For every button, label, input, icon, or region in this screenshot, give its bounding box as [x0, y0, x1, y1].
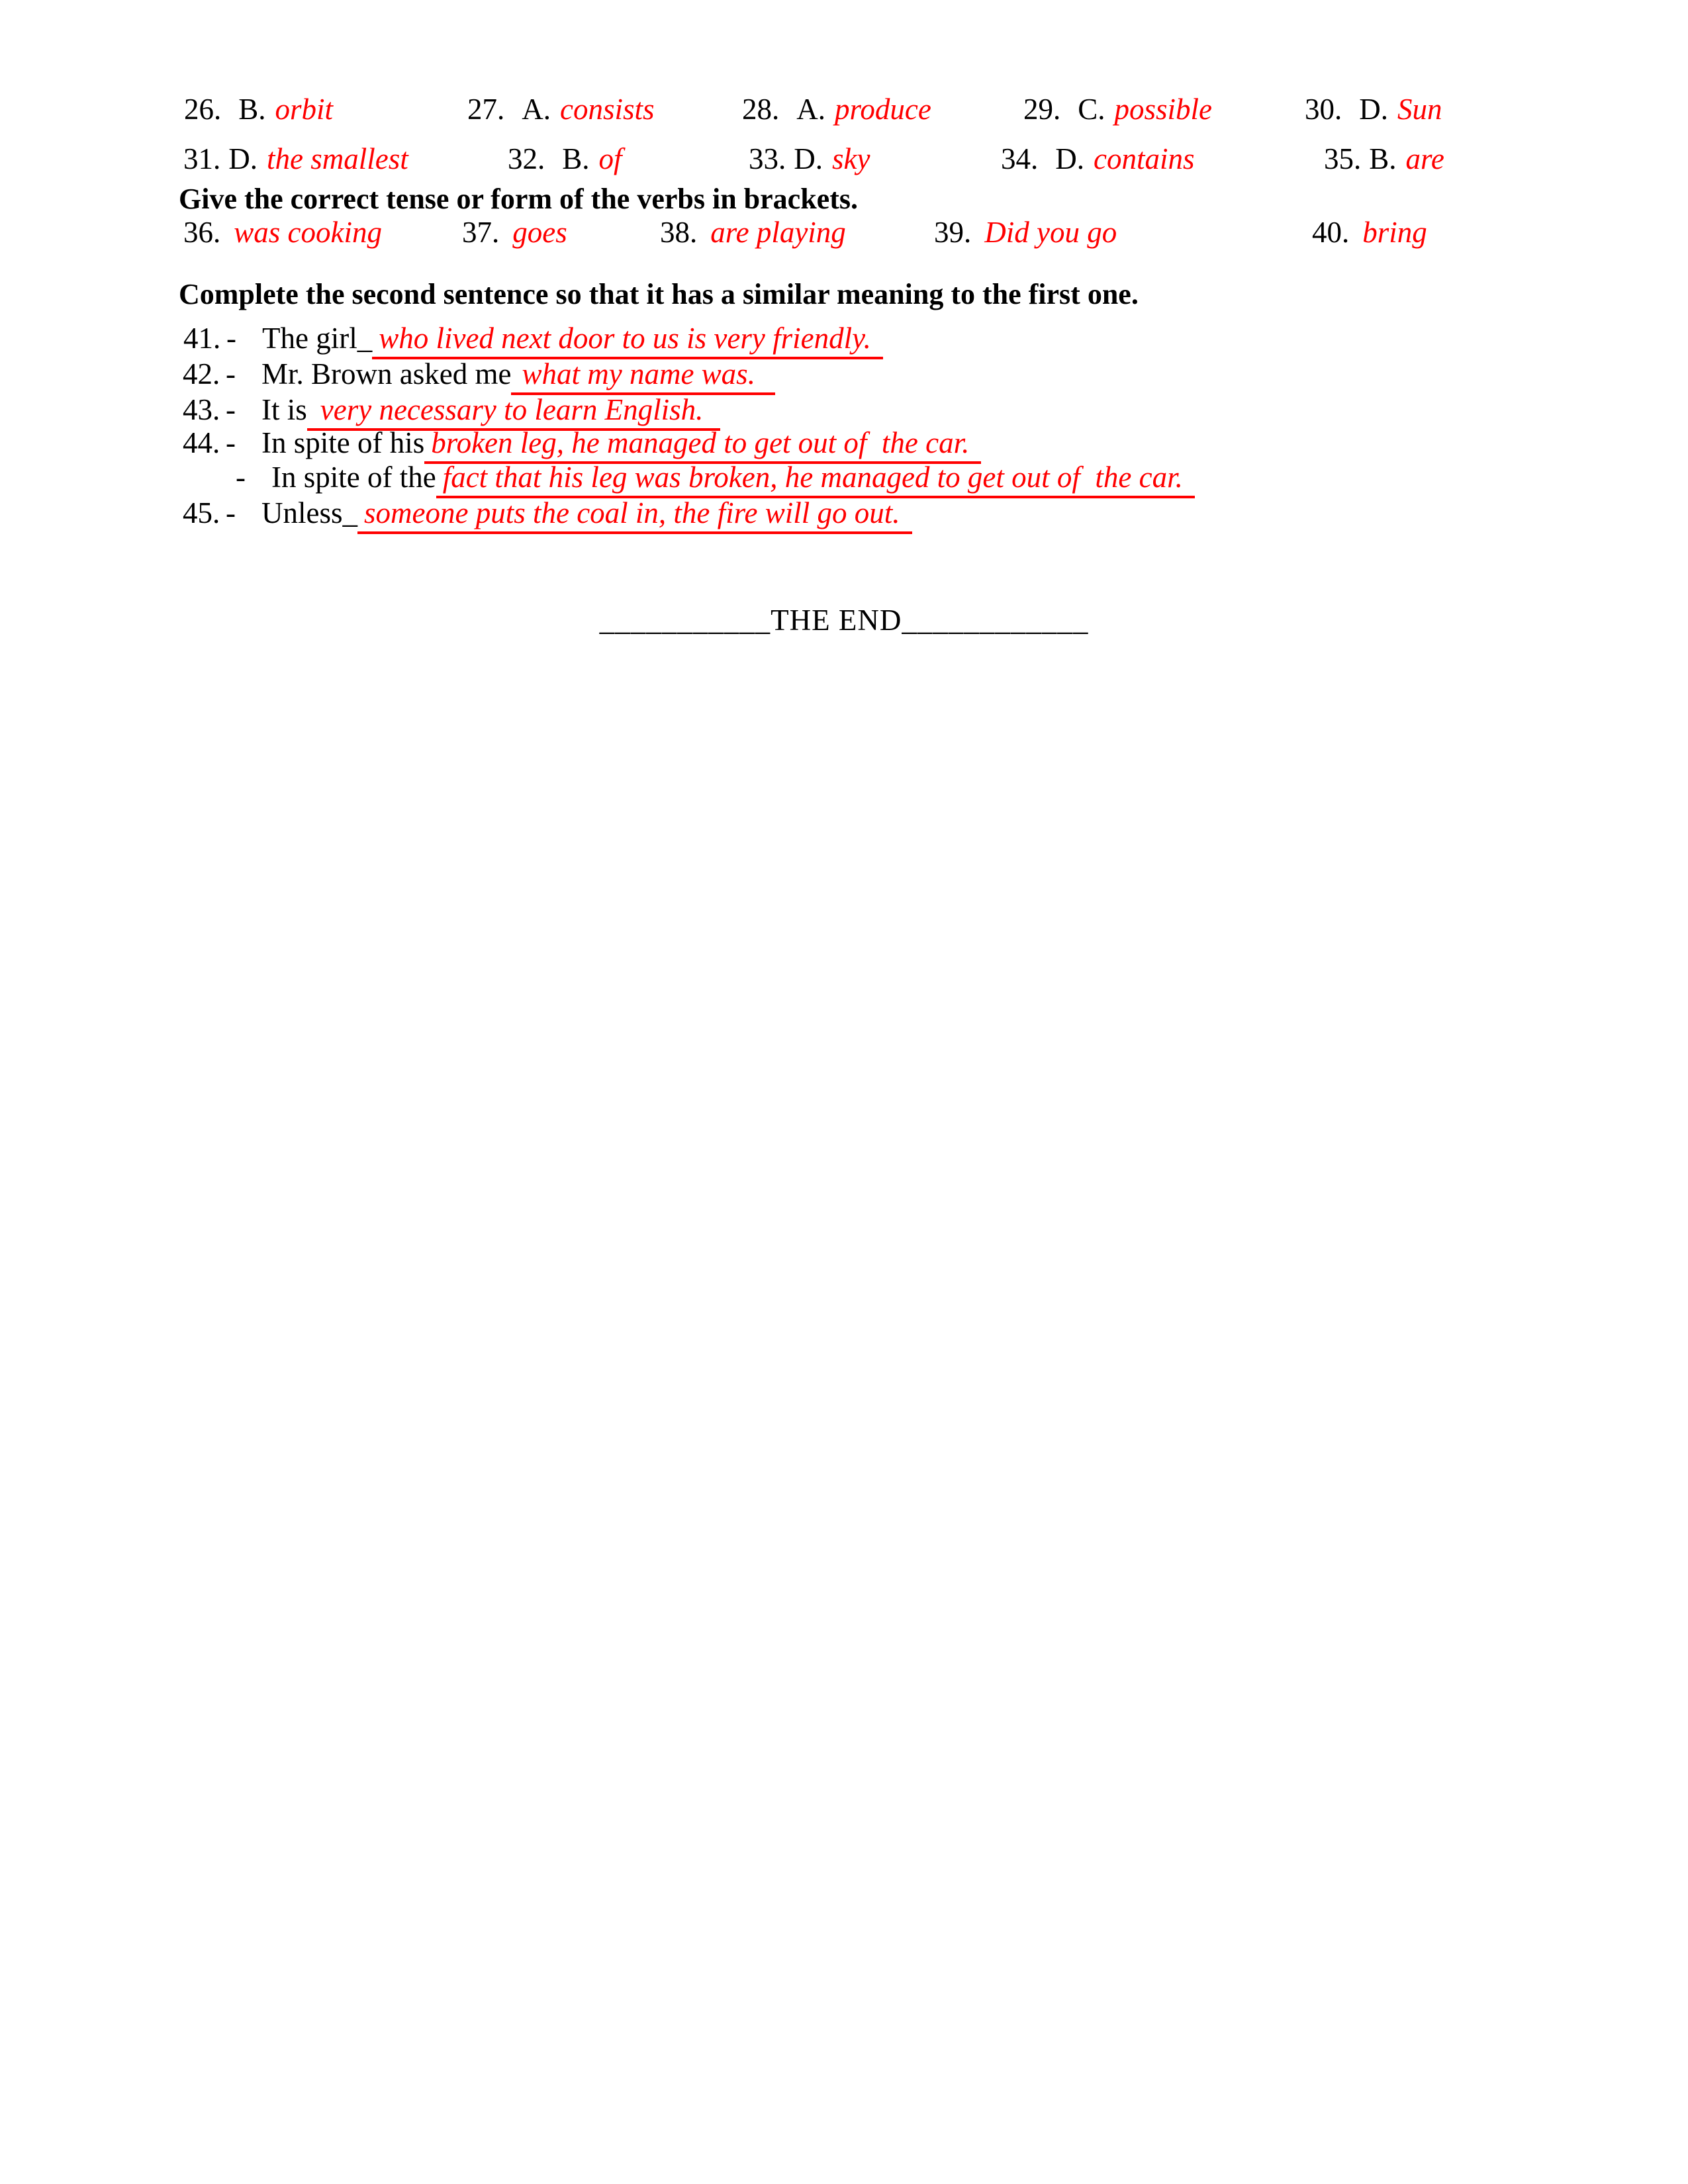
- question-number: 45.: [183, 496, 220, 529]
- sentence-prefix: Unless: [261, 496, 343, 529]
- answer-text: very necessary to learn English.: [307, 393, 721, 431]
- question-number: 32.: [508, 142, 545, 175]
- blank-underscore: _: [357, 322, 373, 355]
- answer-text: bring: [1362, 216, 1427, 249]
- sentence-43: [183, 393, 720, 428]
- question-number: 30.: [1305, 93, 1342, 126]
- answer-item-31: [183, 142, 408, 177]
- answer-text: goes: [512, 216, 567, 249]
- dash: -: [226, 393, 236, 426]
- question-number: 28.: [742, 93, 780, 126]
- question-number: 43.: [183, 393, 220, 426]
- sentence-prefix: It is: [261, 393, 307, 426]
- question-number: 37.: [462, 216, 500, 249]
- dash: -: [226, 357, 236, 390]
- answer-item-33: [749, 142, 870, 177]
- answer-text: contains: [1094, 142, 1195, 175]
- answer-text: fact that his leg was broken, he managed to get out of the car.: [436, 461, 1195, 498]
- choice-letter: A.: [796, 93, 825, 126]
- answer-item-32: [508, 142, 622, 177]
- question-number: 31.: [183, 142, 221, 175]
- sentence-44-alt: [236, 461, 1195, 495]
- footer-the-end: ___________THE END____________: [599, 604, 1089, 637]
- answer-item-40: [1312, 216, 1427, 250]
- choice-letter: A.: [522, 93, 551, 126]
- question-number: 33.: [749, 142, 786, 175]
- dash: -: [236, 461, 246, 494]
- answer-text: Sun: [1397, 93, 1442, 126]
- section-heading-tense: Give the correct tense or form of the verbs in brackets.: [179, 183, 858, 215]
- question-number: 27.: [467, 93, 505, 126]
- question-number: 34.: [1001, 142, 1039, 175]
- answer-text: Did you go: [984, 216, 1117, 249]
- answer-text: produce: [835, 93, 931, 126]
- question-number: 44.: [183, 426, 220, 459]
- answer-item-35: [1324, 142, 1444, 177]
- question-number: 36.: [183, 216, 221, 249]
- choice-letter: D.: [228, 142, 258, 175]
- answer-item-30: [1305, 93, 1442, 127]
- answer-item-28: [742, 93, 931, 127]
- answer-text: was cooking: [234, 216, 382, 249]
- answer-text: sky: [832, 142, 870, 175]
- answer-text: consists: [560, 93, 655, 126]
- blank-underscore: _: [342, 496, 357, 529]
- answer-text: the smallest: [267, 142, 408, 175]
- answer-text: broken leg, he managed to get out of the car.: [424, 426, 981, 464]
- answer-text: are playing: [710, 216, 846, 249]
- answer-text: of: [598, 142, 622, 175]
- answer-item-37: [462, 216, 567, 250]
- answer-text: who lived next door to us is very friendly.: [372, 322, 883, 359]
- question-number: 38.: [660, 216, 698, 249]
- question-number: 40.: [1312, 216, 1350, 249]
- choice-letter: D.: [794, 142, 823, 175]
- answer-text: possible: [1114, 93, 1213, 126]
- sentence-42: [183, 357, 775, 392]
- question-number: 42.: [183, 357, 220, 390]
- sentence-prefix: In spite of his: [261, 426, 425, 459]
- choice-letter: B.: [1369, 142, 1397, 175]
- dash: -: [226, 322, 236, 355]
- answer-text: someone puts the coal in, the fire will go out.: [357, 496, 912, 534]
- answer-item-29: [1023, 93, 1212, 127]
- choice-letter: B.: [238, 93, 266, 126]
- sentence-44: [183, 426, 981, 461]
- answer-item-34: [1001, 142, 1195, 177]
- sentence-41: [183, 322, 883, 356]
- question-number: 26.: [184, 93, 222, 126]
- choice-letter: B.: [562, 142, 590, 175]
- answer-item-27: [467, 93, 655, 127]
- answer-text: what my name was.: [511, 357, 775, 395]
- question-number: 39.: [934, 216, 972, 249]
- choice-letter: D.: [1055, 142, 1084, 175]
- answer-text: are: [1405, 142, 1444, 175]
- sentence-prefix: The girl: [262, 322, 357, 355]
- answer-item-38: [660, 216, 846, 250]
- dash: -: [226, 426, 236, 459]
- dash: -: [226, 496, 236, 529]
- question-number: 29.: [1023, 93, 1061, 126]
- answer-item-26: [184, 93, 333, 127]
- answer-item-39: [934, 216, 1117, 250]
- answer-item-36: [183, 216, 382, 250]
- sentence-prefix: In spite of the: [271, 461, 436, 494]
- sentence-prefix: Mr. Brown asked me: [261, 357, 512, 390]
- choice-letter: C.: [1078, 93, 1105, 126]
- question-number: 41.: [183, 322, 221, 355]
- sentence-45: [183, 496, 912, 531]
- section-heading-rewrite: Complete the second sentence so that it has a similar meaning to the first one.: [179, 278, 1139, 310]
- question-number: 35.: [1324, 142, 1362, 175]
- choice-letter: D.: [1359, 93, 1388, 126]
- answer-text: orbit: [275, 93, 334, 126]
